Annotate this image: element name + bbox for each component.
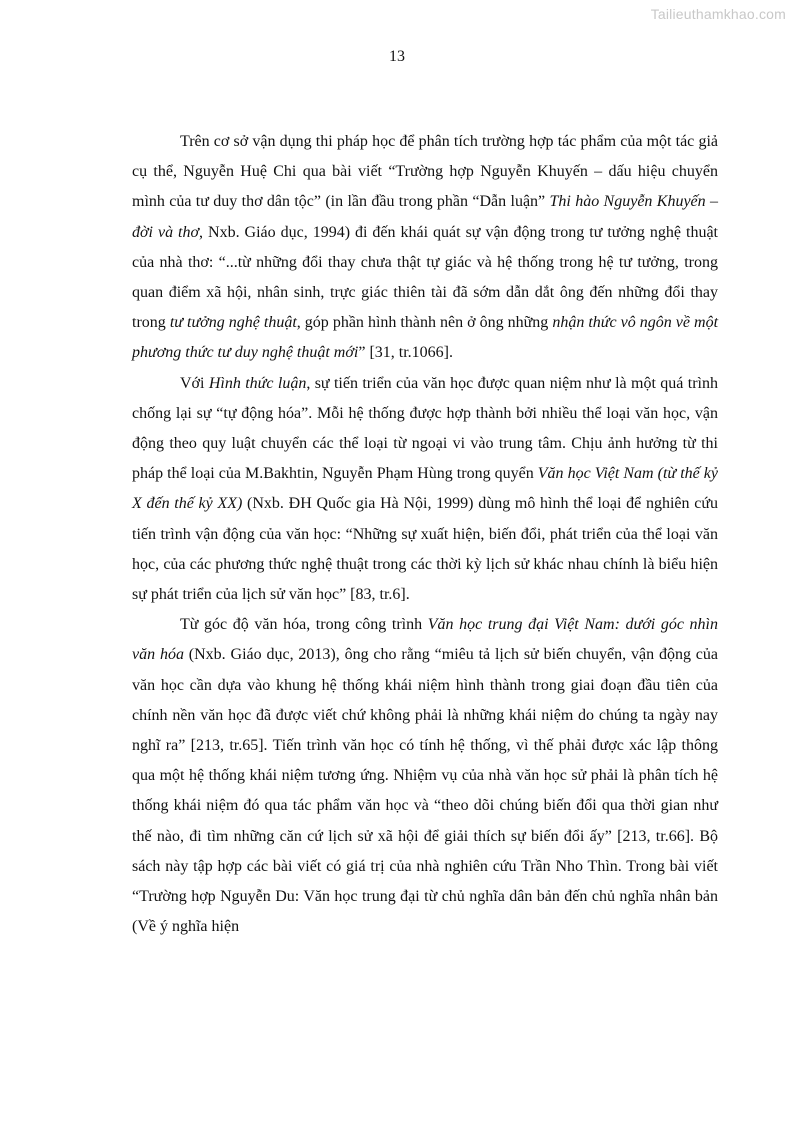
para2-seg4: (Nxb. ĐH Quốc gia Hà Nội, 1999) dùng mô hình thể loại để nghiên cứu tiến trình vận động của văn học: “Những sự xuất hiện, biến đổi, phát triển của thể loại văn học, của các phương thức nghệ thuật trong các thời kỳ lịch sử khác nhau chính là biểu hiện sự phát triển của lịch sử văn học” [83, tr.6]. bbox=[132, 495, 719, 604]
para3-seg1-book-title: Văn học trung đại Việt Nam: dưới góc nhìn văn hóa bbox=[132, 616, 718, 664]
paragraph-2 bbox=[132, 369, 718, 611]
paragraph-3 bbox=[132, 610, 718, 942]
watermark: Tailieuthamkhao.com bbox=[650, 6, 786, 22]
para3-seg2: (Nxb. Giáo dục, 2013), ông cho rằng “miêu tả lịch sử biến chuyển, vận động của văn học cần dựa vào khung hệ thống khái niệm hình thành trong giai đoạn đầu tiên của chính nền văn học đã được viết chứ không phải là những khái niệm do chúng ta ngày nay nghĩ ra” [213, tr.65]. Tiến trình văn học có tính hệ thống, vì thế phải được xác lập thông qua một hệ thống khái niệm tương ứng. Nhiệm vụ của nhà văn học sử phải là phân tích hệ thống khái niệm đó qua tác phẩm văn học và “theo dõi chúng biến đổi qua thời gian như thế nào, đi tìm những căn cứ lịch sử xã hội để giải thích sự biến đổi ấy” [213, tr.66]. Bộ sách này tập hợp các bài viết có giá trị của nhà nghiên cứu Trần Nho Thìn. Trong bài viết “Trường hợp Nguyễn Du: Văn học trung đại từ chủ nghĩa dân bản đến chủ nghĩa nhân bản (Về ý nghĩa hiện bbox=[132, 646, 718, 936]
para2-seg1-term: Hình thức luận bbox=[208, 374, 307, 392]
para2-seg2: , sự tiến triển của văn học được quan niệm như là một quá trình chống lại sự “tự động hóa”. Mỗi hệ thống được hợp thành bởi nhiều thể loại văn học, vận động theo quy luật chuyển các thể loại từ ngoại vi vào trung tâm. Chịu ảnh hưởng từ thi pháp thể loại của M.Bakhtin, Nguyễn Phạm Hùng trong quyển bbox=[132, 374, 719, 483]
para1-seg6-citation: ” [31, tr.1066]. bbox=[358, 344, 453, 362]
body-text bbox=[132, 127, 718, 942]
para1-seg2: , Nxb. Giáo dục, 1994) đi đến khái quát sự vận động trong tư tưởng nghệ thuật của nhà thơ: “...từ những đổi thay chưa thật tự giác và hệ thống trong hệ tư tưởng, trong quan điểm xã hội, nhân sinh, trực giác thiên tài đã sớm dẫn dắt ông đến những đổi thay trong bbox=[132, 223, 718, 332]
para1-seg1-book-title: Thi hào Nguyễn Khuyến – đời và thơ bbox=[132, 193, 718, 241]
paragraph-1 bbox=[132, 127, 718, 369]
para2-seg0: Với bbox=[180, 374, 209, 392]
para1-seg4: , góp phần hình thành nên ở ông những bbox=[296, 314, 553, 332]
para3-seg0: Từ góc độ văn hóa, trong công trình bbox=[180, 616, 428, 634]
para2-seg3-book-title: Văn học Việt Nam (từ thế kỷ X đến thế kỷ XX) bbox=[132, 465, 718, 513]
para1-seg0: Trên cơ sở vận dụng thi pháp học để phân tích trường hợp tác phẩm của một tác giả cụ thể, Nguyễn Huệ Chi qua bài viết “Trường hợp Nguyễn Khuyến – dấu hiệu chuyển mình của tư duy thơ dân tộc” (in lần đầu trong phần “Dẫn luận” bbox=[132, 133, 718, 211]
para1-seg3-emphasis: tư tưởng nghệ thuật bbox=[169, 314, 297, 332]
page-number: 13 bbox=[389, 48, 405, 65]
para1-seg5-emphasis: nhận thức vô ngôn về một phương thức tư duy nghệ thuật mới bbox=[132, 314, 719, 362]
